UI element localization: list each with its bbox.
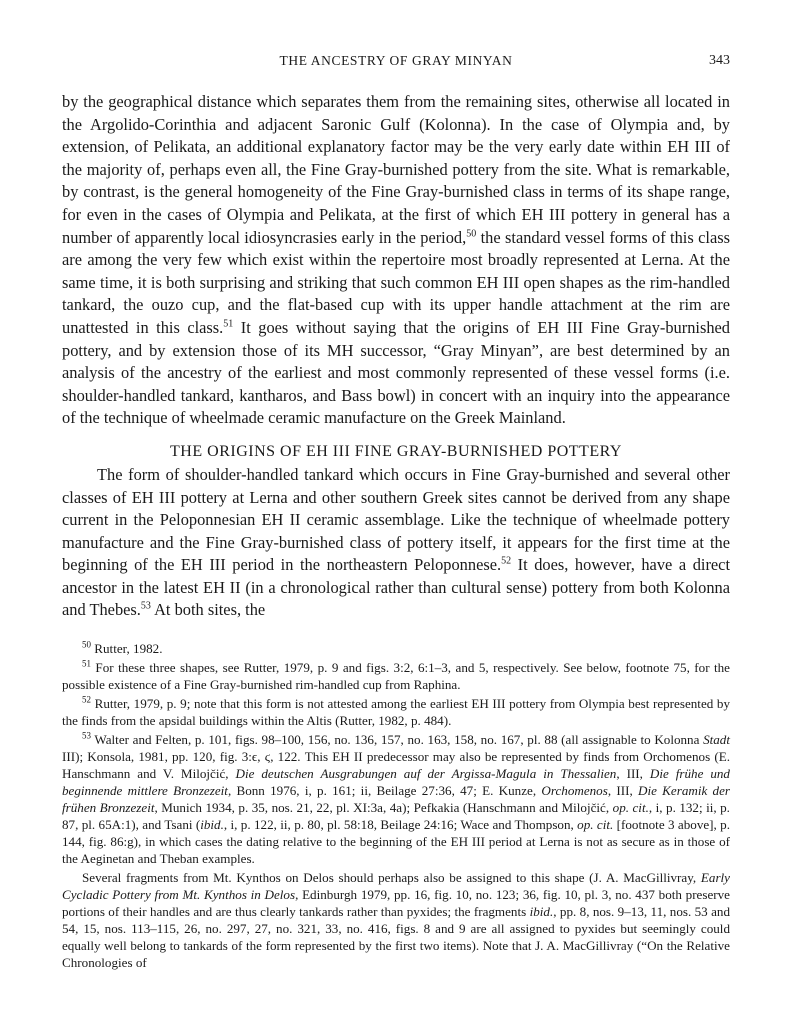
footnote-ref-52[interactable]: 52 [501,555,512,567]
body-paragraph-2: The form of shoulder-handled tankard which occurs in Fine Gray-burnished and several other classes of EH III pottery at Lerna and other southern Greek sites cannot be derived from any shape current in the Peloponnesian EH II ceramic assemblage. Like the technique of wheelmade pottery manufacture and the Fine Gray-burnished class of pottery itself, it appears for the first time at the beginning of the EH III period in the northeastern Peloponnese.$^{52}$ It does, however, have a direct ancestor in the latest EH II (in a chronological rather than cultural sense) pottery from both Kolonna and Thebes.$^{53}$ At both sites, the [62,464,731,620]
footnote-53: $^{53}$ Walter and Felten, p. 101, figs. 98–100, 156, no. 136, 157, no. 163, 158, no. 167, pl. 88 (all assignable to Kolonna Stadt III); Konsola, 1981, pp. 120, fig. 3:ϵ, ϛ, 122. This EH II predecessor may also be represented by finds from Orchomenos (E. Hanschmann and V. Milojčić, Die deutschen Ausgrabungen auf der Argissa-Magula in Thessalien, III, Die frühe und beginnende mittlere Bronzezeit, Bonn 1976, i, p. 161; ii, Beilage 27:36, 47; E. Kunze, Orchomenos, III, Die Keramik der frühen Bronzezeit, Munich 1934, p. 35, nos. 21, 22, pl. XI:3a, 4a); Pefkakia (Hanschmann and Milojčić, op. cit., i, p. 132; ii, p. 87, pl. 65A:1), and Tsani (ibid., i, p. 122, ii, p. 80, pl. 58:18, Beilage 24:16; Wace and Thompson, op. cit. [footnote 3 above], p. 144, fig. 86:g), in which cases the dating relative to the beginning of the EH III period at Lerna is not as secure as in those of the Aeginetan and Theban examples. [62,730,730,867]
footnote-number: 52 [82,694,91,705]
footnote-52: $^{52}$ Rutter, 1979, p. 9; note that this form is not attested among the earliest EH III pottery from Olympia best represented by the finds from the apsidal buildings within the Altis (Rutter, 1982, p. 484). [62,694,730,729]
body-paragraph-1: by the geographical distance which separates them from the remaining sites, otherwise all located in the Argolido-Corinthia and adjacent Saronic Gulf (Kolonna). In the case of Olympia and, by extension, of Pelikata, an additional explanatory factor may be the very early date within EH III of the majority of, perhaps even all, the Fine Gray-burnished pottery from the site. What is remarkable, by contrast, is the general homogeneity of the Fine Gray-burnished class in terms of its shape range, for even in the cases of Olympia and Pelikata, at the first of which EH III pottery in general has a number of apparently local idiosyncrasies early in the period,$^{50}$ the standard vessel forms of this class are among the very few which exist within the repertoire most broadly represented at Lerna. At the same time, it is both surprising and striking that such common EH III open shapes as the rim-handled tankard, the ouzo cup, and the flat-based cup with its upper handle attachment at the rim are unattested in this class.$^{51}$ It goes without saying that the origins of EH III Fine Gray-burnished pottery, and by extension those of its MH successor, “Gray Minyan”, are best determined by an analysis of the ancestry of the earliest and most commonly represented of these vessel forms (i.e. shoulder-handled tankard, kantharos, and Bass bowl) in concert with an inquiry into the appearance of the technique of wheelmade ceramic manufacture on the Greek Mainland. [62,92,730,428]
footnote-50: $^{50}$ Rutter, 1982. [82,639,163,657]
footnote-ref-53[interactable]: 53 [140,601,151,612]
footnote-number: 50 [82,639,91,650]
footnotes [62,640,730,971]
section-heading: THE ORIGINS OF EH III FINE GRAY-BURNISHED POTTERY [170,442,622,460]
running-head [62,50,730,72]
running-head-title: THE ANCESTRY OF GRAY MINYAN [279,53,513,68]
page-number: 343 [709,53,730,68]
footnote-number: 53 [82,730,91,741]
footnote-51: $^{51}$ For these three shapes, see Rutter, 1979, p. 9 and figs. 3:2, 6:1–3, and 5, respectively. See below, footnote 75, for the possible existence of a Fine Gray-burnished rim-handled cup from Raphina. [62,658,730,693]
footnote-53-continued: Several fragments from Mt. Kynthos on Delos should perhaps also be assigned to this shape (J. A. MacGillivray, Early Cycladic Pottery from Mt. Kynthos in Delos, Edinburgh 1979, pp. 16, fig. 10, no. 123; 36, fig. 10, pl. 3, no. 437 both preserve portions of their handles and are thus clearly tankards rather than pyxides; the fragments ibid., pp. 8, nos. 9–13, 11, nos. 53 and 54, 15, nos. 113–115, 26, no. 297, 27, no. 321, 33, no. 416, figs. 8 and 9 are all assigned to pyxides but seemingly could equally well belong to tankards of the form represented by the first two items). Note that J. A. MacGillivray (“On the Relative Chronologies of [62,870,730,971]
footnote-number: 51 [82,658,91,669]
footnote-ref-51[interactable]: 51 [223,318,234,330]
page [62,50,730,971]
footnote-ref-50[interactable]: 50 [466,228,477,240]
